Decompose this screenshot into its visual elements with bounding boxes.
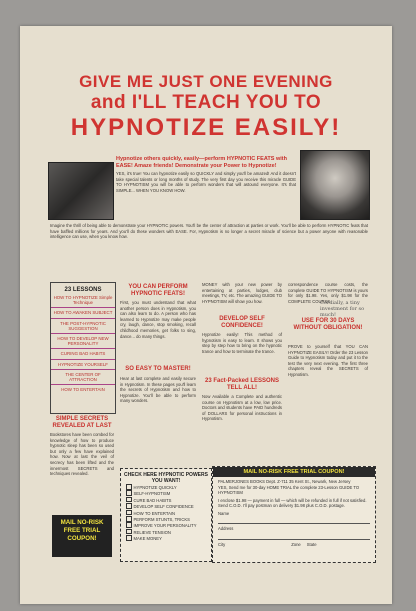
lesson-item: HOW TO ENTERTAIN — [61, 387, 105, 393]
coupon-zone-label: Zone — [291, 541, 301, 547]
intro-body: YES, it's true! You can hypnotize easily so QUICKLY and simply you'll be amazed! And it doesn't take special talents or long months of study. The very first day you receive this miracle GUIDE TO HYPNOTISM you will be able to perform wonders that will astound everyone. It's that SIMPLE... WHEN YOU KNOW HOW. — [116, 171, 296, 193]
lesson-item: HYPNOTIZE YOURSELF — [51, 360, 115, 370]
promo-line1: MAIL NO-RISK — [60, 519, 104, 526]
hypnotic-powers-checklist — [120, 468, 212, 562]
promo-badge — [52, 515, 112, 557]
author-portrait-photo — [300, 150, 370, 220]
order-coupon — [212, 466, 376, 563]
checklist-title: CHECK HERE HYPNOTIC POWERS YOU WANT! — [124, 472, 208, 484]
checklist-option[interactable]: SELF-HYPNOTISM — [126, 490, 211, 496]
coupon-address: PALMERJONES BOOKS Dept. Z-711 35 Kent St., Newark, New Jersey — [218, 479, 351, 484]
coupon-check-cod[interactable]: Send C.O.D. I'll pay postman on delivery $1.98 plus C.O.D. postage. — [218, 503, 345, 508]
column-master: Hear at last complete and easily secure in Hypnotism. In these pages you'll learn the secrets of Hypnotism and how to Hypnotize. You'll be able to perform many wonders. — [120, 376, 196, 404]
lesson-item: THE CENTER OF ATTRACTION — [51, 370, 115, 385]
subhead-secrets: SIMPLE SECRETS REVEALED AT LAST — [52, 416, 112, 429]
coupon-address-field[interactable] — [218, 534, 370, 540]
subhead-confidence: DEVELOP SELF CONFIDENCE! — [219, 316, 265, 329]
column-price: correspondence course costs, the complete GUIDE TO HYPNOTISM is yours for only $1.98. Yes, only $1.98 for the COMPLETE COURSE. — [288, 282, 368, 304]
checklist-option[interactable]: PERFORM STUNTS, TRICKS — [126, 516, 211, 522]
column-available: Now Available a Complete and authentic course on Hypnotism at a low, low price. Doctors and students have PAID hundreds of DOLLARS for personal instructions in Hypnotism. — [202, 394, 282, 422]
promo-line2: FREE TRIAL — [63, 527, 101, 535]
coupon-name-label: Name — [218, 510, 230, 516]
coupon-body: YES, Send me for 30-day HOME TRIAL the complete 23-Lesson GUIDE TO HYPNOTISM — [218, 484, 360, 495]
lesson-item: HOW TO AWAKEN SUBJECT — [51, 308, 115, 318]
checklist-option[interactable]: HOW TO ENTERTAIN — [126, 510, 211, 516]
intro-lead: Hypnotize others quickly, easily—perform HYPNOTIC FEATS with EASE! Amaze friends! Demonstrate your Power to Hypnotize! — [116, 156, 287, 169]
coupon-address-label: Address — [218, 526, 234, 531]
column-feats: First, you must understand that what another person does in Hypnotism, you can also learn to do. A person who has learned to Hypnotize may make people cry, laugh, dance, stop smoking, recall childhood memories, get folks to sing, dance... do many things. — [120, 300, 196, 339]
checklist-option[interactable]: HYPNOTIZE QUICKLY — [126, 484, 211, 490]
coupon-header: MAIL NO-RISK FREE TRIAL COUPON! — [213, 467, 375, 477]
headline-line1: GIVE ME JUST ONE EVENING — [79, 72, 333, 91]
subhead-master: SO EASY TO MASTER! — [125, 366, 191, 372]
coupon-check-prepaid[interactable]: I enclose $1.98 — payment in full — which will be refunded in full if not satisfied. — [218, 497, 367, 503]
promo-line3: COUPON! — [67, 535, 97, 543]
checklist-option[interactable]: MAKE MONEY — [126, 535, 211, 541]
column-confidence: Hypnotize easily! This method of hypnotism is easy to learn. It shows you step by step how to bring on the hypnotic trance and how to terminate the trance. — [202, 332, 282, 354]
column-prove: PROVE to yourself that YOU CAN HYPNOTIZE EASILY! Order the 23 Lesson Guide to Hypnotism today and put it to the test the very next evening. The first three chapters reveal the SECRETS of Hypnotism. — [288, 344, 368, 377]
headline-line3: HYPNOTIZE EASILY! — [70, 114, 342, 141]
signature: Cordially, a tiny investment for so much! — [320, 300, 365, 318]
lesson-item: THE POST-HYPNOTIC SUGGESTION — [51, 319, 115, 334]
intro-text — [116, 156, 296, 193]
hypnotist-photo — [48, 162, 114, 220]
subhead-fact: 23 Fact-Packed LESSONS TELL ALL! — [204, 378, 280, 391]
checklist-option[interactable]: CURE BAD HABITS — [126, 497, 211, 503]
lesson-item: HOW TO HYPNOTIZE Simple Technique — [51, 293, 115, 308]
subhead-feats: YOU CAN PERFORM HYPNOTIC FEATS! — [128, 284, 188, 297]
coupon-name-field[interactable] — [218, 518, 370, 524]
lesson-item: CURING BAD HABITS — [51, 349, 115, 359]
intro-body-2: Imagine the thrill of being able to demonstrate your HYPNOTIC powers. You'll be the center of attraction at parties or work. You'll be able to perform HYPNOTIC feats that have baffled millions for years. And you'll do these wonders with EASE. For, Hypnotism is no longer a secret miracle of science but a power anyone with reasonable intelligence can use, when you know how. — [50, 223, 368, 240]
coupon-city-label: City — [218, 541, 226, 547]
lessons-box — [50, 282, 116, 414]
magazine-back-cover — [20, 26, 392, 604]
coupon-state-label: State — [306, 541, 317, 547]
checklist-option[interactable]: IMPROVE YOUR PERSONALITY — [126, 522, 211, 528]
subhead-30days: USE FOR 30 DAYS WITHOUT OBLIGATION! — [293, 318, 363, 331]
checklist-option[interactable]: DEVELOP SELF CONFIDENCE — [126, 503, 211, 509]
column-secrets: Bookstores have been combed for knowledge of how to produce hypnotic sleep has been so used but only a few have explained how. Now at last the veil of secrecy has been lifted and the innermost SECRETS and techniques revealed. — [50, 432, 114, 477]
lesson-item: HOW TO DEVELOP NEW PERSONALITY — [51, 334, 115, 349]
headline-line2: and I'LL TEACH YOU TO — [90, 92, 322, 113]
checklist-option[interactable]: RELIEVE TENSION — [126, 529, 211, 535]
column-money: MONEY with your new power by entertaining at parties, lodges, club meetings, TV, etc. The amazing GUIDE TO HYPNOTISM will show you how. — [202, 282, 282, 304]
lessons-title: 23 LESSONS — [64, 287, 102, 293]
